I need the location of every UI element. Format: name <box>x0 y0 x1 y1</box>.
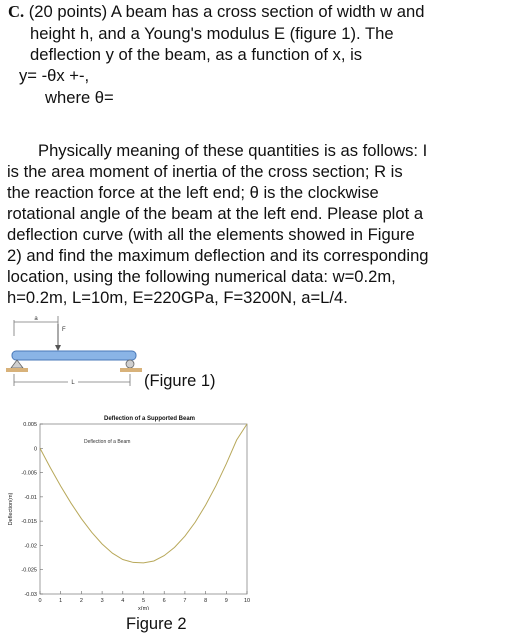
theta-definition: where θ= <box>45 88 114 107</box>
force-arrow-head <box>55 345 61 351</box>
x-tick-label-0: 0 <box>38 598 42 604</box>
left-pin-support <box>11 360 23 368</box>
deflection-formula: y= -θx +-, <box>19 66 90 85</box>
x-tick-label-6: 6 <box>162 598 166 604</box>
y-tick-label-3: -0.01 <box>24 494 37 501</box>
legend-entry: Deflection of a Beam <box>84 439 131 445</box>
x-tick-label-8: 8 <box>204 598 208 604</box>
problem-header-3: deflection y of the beam, as a function of x, is <box>30 45 363 64</box>
right-ground <box>120 368 142 372</box>
body-line-5: deflection curve (with all the elements showed in Figure <box>7 225 415 244</box>
x-tick-label-4: 4 <box>121 598 125 604</box>
beam-diagram <box>0 308 508 394</box>
x-tick-label-9: 9 <box>224 598 228 604</box>
deflection-chart <box>0 410 262 610</box>
problem-lead: C. <box>8 2 25 21</box>
y-tick-label-2: -0.005 <box>21 470 37 477</box>
dim-L-label: L <box>71 380 75 386</box>
problem-header-1: (20 points) A beam has a cross section of width w and <box>28 2 425 21</box>
body-line-1: Physically meaning of these quantities is as follows: I <box>38 141 428 160</box>
y-tick-label-6: -0.025 <box>21 567 37 574</box>
y-tick-label-4: -0.015 <box>21 519 37 526</box>
y-tick-label-0: 0.005 <box>23 422 37 428</box>
y-axis-label: Deflection(m) <box>8 492 14 526</box>
body-line-3: the reaction force at the left end; θ is the clockwise <box>7 183 379 202</box>
body-line-2: is the area moment of inertia of the cross section; R is <box>7 162 403 181</box>
y-tick-label-7: -0.03 <box>24 592 37 598</box>
problem-line-1 <box>8 2 424 22</box>
plot-frame <box>40 424 247 594</box>
x-tick-label-10: 10 <box>243 598 251 604</box>
force-label: F <box>62 327 66 333</box>
left-ground <box>6 368 28 372</box>
figure-2-caption: Figure 2 <box>126 615 187 633</box>
x-tick-label-3: 3 <box>100 598 104 604</box>
body-line-6: 2) and find the maximum deflection and its corresponding <box>7 246 429 265</box>
body-line-4: rotational angle of the beam at the left end. Please plot a <box>7 204 424 223</box>
x-tick-label-2: 2 <box>79 598 83 604</box>
right-roller-support <box>126 360 134 368</box>
x-tick-label-1: 1 <box>59 598 63 604</box>
chart-title: Deflection of a Supported Beam <box>103 416 196 422</box>
y-tick-label-1: 0 <box>33 446 37 453</box>
problem-header-2: height h, and a Young's modulus E (figure 1). The <box>30 24 394 43</box>
body-line-7: location, using the following numerical data: w=0.2m, <box>7 267 396 286</box>
x-axis-label: x(m) <box>138 606 149 610</box>
dim-a-label: a <box>34 316 38 322</box>
y-tick-label-5: -0.02 <box>24 543 37 550</box>
x-tick-label-7: 7 <box>183 598 187 604</box>
figure-1-caption: (Figure 1) <box>144 372 216 390</box>
x-tick-label-5: 5 <box>141 598 146 604</box>
body-line-8: h=0.2m, L=10m, E=220GPa, F=3200N, a=L/4. <box>7 288 348 307</box>
beam-body <box>12 351 136 360</box>
